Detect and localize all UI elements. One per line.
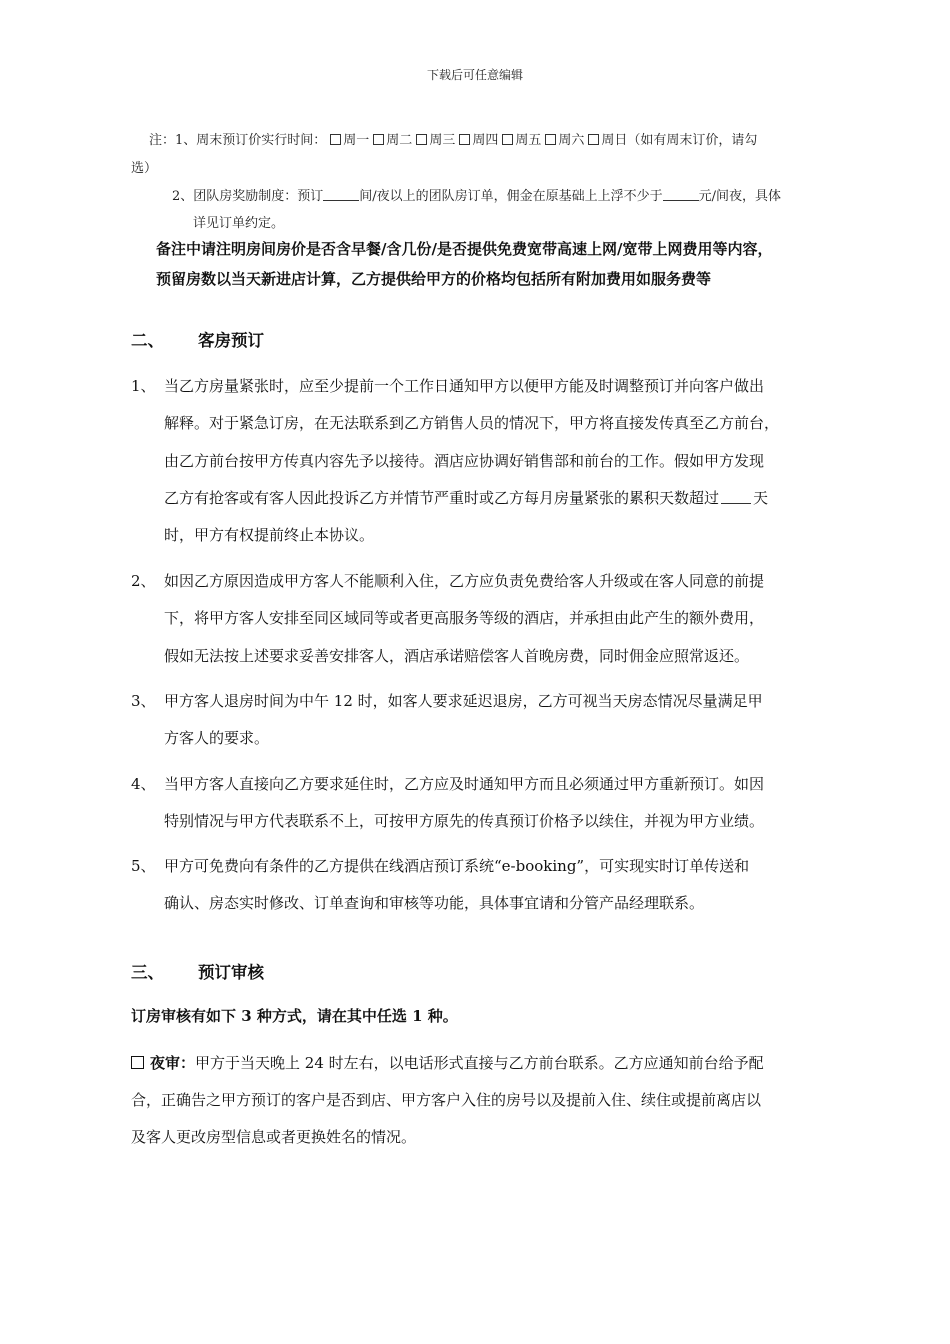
night-audit-label: 夜审： [150,1054,196,1072]
item1-days-unit: 天 [753,489,769,507]
section3-title: 预订审核 [198,963,264,982]
item1-line1: 当乙方房量紧张时，应至少提前一个工作日通知甲方以便甲方能及时调整预订并向客户做出 [164,377,765,395]
item2-number: 2、 [131,572,156,590]
night-audit-line2: 合，正确告之甲方预订的客户是否到店、甲方客户入住的房号以及提前入住、续住或提前离店以 [131,1091,762,1109]
checkbox-thu[interactable] [459,134,470,145]
item4-line1: 当甲方客人直接向乙方要求延住时，乙方应及时通知甲方而且必须通过甲方重新预订。如因 [164,775,765,793]
item1-line3: 由乙方前台按甲方传真内容先予以接待。酒店应协调好销售部和前台的工作。假如甲方发现 [164,452,765,470]
checkbox-mon[interactable] [330,134,341,145]
item2-line2: 下，将甲方客人安排至同区域同等或者更高服务等级的酒店，并承担由此产生的额外费用， [164,609,765,627]
note-group-reward [172,185,781,204]
day-wed: 周三 [429,133,456,148]
rooms-blank-field[interactable] [323,188,359,201]
section2-number: 二、 [131,331,164,350]
item1-number: 1、 [131,377,156,395]
night-audit-line3: 及客人更改房型信息或者更换姓名的情况。 [131,1128,417,1146]
section3-number: 三、 [131,963,164,982]
note-weekend-price [149,129,757,148]
checkbox-wed[interactable] [416,134,427,145]
note2-part-c: 元/间夜，具体 [698,189,782,204]
item1-line4-text: 乙方有抢客或有客人因此投诉乙方并情节严重时或乙方每月房量紧张的累积天数超过 [164,489,720,507]
item1-line4 [164,487,768,508]
day-tue: 周二 [386,133,413,148]
item4-line2: 特别情况与甲方代表联系不上，可按甲方原先的传真预订价格予以续住，并视为甲方业绩。 [164,812,765,830]
item4-number: 4、 [131,775,156,793]
page-header: 下载后可任意编辑 [426,68,523,82]
item3-line1: 甲方客人退房时间为中午 12 时，如客人要求延迟退房，乙方可视当天房态情况尽量满足甲 [164,692,763,710]
item5-line1: 甲方可免费向有条件的乙方提供在线酒店预订系统“e-booking”，可实现实时订单传送和 [164,857,750,875]
checkbox-fri[interactable] [502,134,513,145]
night-audit-option [131,1052,764,1073]
section2-title: 客房预订 [198,331,264,350]
note1-prefix: 注：1、周末预订价实行时间： [149,133,327,148]
remark-line-2: 预留房数以当天新进店计算，乙方提供给甲方的价格均包括所有附加费用如服务费等 [156,270,712,288]
night-audit-checkbox[interactable] [131,1056,144,1069]
checkbox-sun[interactable] [588,134,599,145]
days-blank-field[interactable] [721,491,751,504]
checkbox-sat[interactable] [545,134,556,145]
section3-intro: 订房审核有如下 3 种方式，请在其中任选 1 种。 [131,1007,458,1025]
note2-line2: 详见订单约定。 [193,216,285,231]
day-sat: 周六 [558,133,585,148]
day-thu: 周四 [472,133,499,148]
day-sun: 周日 [601,133,628,148]
item1-line2: 解释。对于紧急订房，在无法联系到乙方销售人员的情况下，甲方将直接发传真至乙方前台， [164,414,780,432]
note1-suffix: （如有周末订价，请勾 [627,133,758,148]
item5-line2: 确认、房态实时修改、订单查询和审核等功能，具体事宜请和分管产品经理联系。 [164,894,705,912]
item5-number: 5、 [131,857,156,875]
remark-line-1: 备注中请注明房间房价是否含早餐/含几份/是否提供免费宽带高速上网/宽带上网费用等内容， [156,240,773,258]
note2-part-b: 间/夜以上的团队房订单，佣金在原基础上上浮不少于 [359,189,663,204]
item2-line1: 如因乙方原因造成甲方客人不能顺利入住，乙方应负责免费给客人升级或在客人同意的前提 [164,572,765,590]
note2-part-a: 2、团队房奖励制度：预订 [172,189,324,204]
commission-blank-field[interactable] [663,188,699,201]
checkbox-tue[interactable] [373,134,384,145]
item3-line2: 方客人的要求。 [164,729,270,747]
item2-line3: 假如无法按上述要求妥善安排客人，酒店承诺赔偿客人首晚房费，同时佣金应照常返还。 [164,647,750,665]
note1-continuation: 选） [131,161,158,176]
item3-number: 3、 [131,692,156,710]
item1-line5: 时，甲方有权提前终止本协议。 [164,526,375,544]
day-mon: 周一 [343,133,370,148]
night-audit-line1: 甲方于当天晚上 24 时左右，以电话形式直接与乙方前台联系。乙方应通知前台给予配 [195,1054,764,1072]
day-fri: 周五 [515,133,542,148]
